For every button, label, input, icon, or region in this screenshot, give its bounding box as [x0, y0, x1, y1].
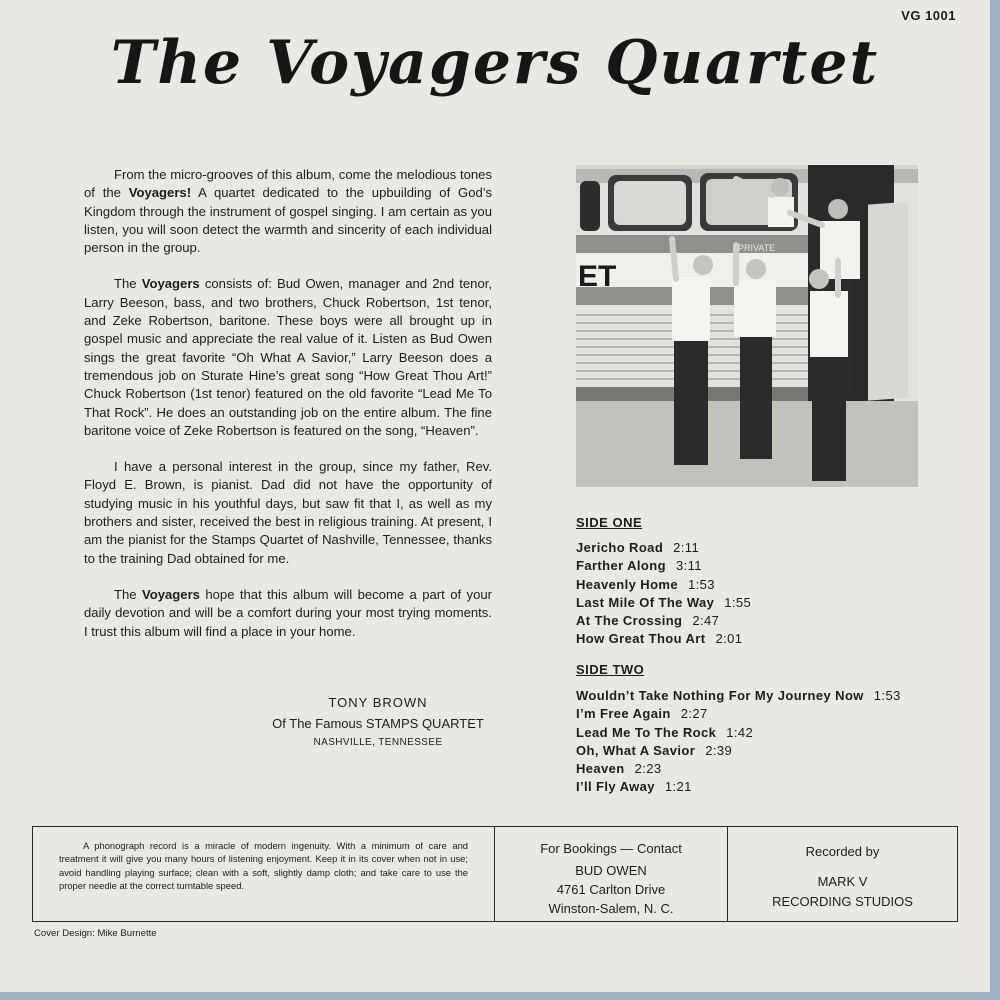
track-title: Farther Along — [576, 558, 666, 574]
track-duration: 1:21 — [664, 779, 692, 795]
bookings-name: BUD OWEN — [575, 863, 647, 878]
track-duration: 3:11 — [675, 558, 702, 574]
studio-line-1: MARK V — [817, 874, 868, 889]
track-duration: 1:53 — [873, 688, 901, 703]
side-two-heading: SIDE TWO — [576, 662, 645, 677]
track-title: At The Crossing — [576, 613, 683, 629]
side-one-track — [576, 630, 751, 648]
side-one-track — [576, 539, 751, 557]
track-duration: 2:23 — [634, 761, 662, 777]
bookings-city: Winston-Salem, N. C. — [548, 901, 674, 916]
side-two-track — [576, 760, 901, 778]
group-name-bold: Voyagers — [141, 586, 200, 602]
track-duration: 2:01 — [715, 631, 743, 647]
bookings-contact — [495, 827, 728, 921]
bookings-heading: For Bookings — Contact — [540, 841, 682, 856]
side-two-track — [576, 742, 901, 760]
care-notice-text: A phonograph record is a miracle of modern ingenuity. With a minimum of care and treatment it will give you many hours of listening enjoyment. Keep it in its cover when not in use; avoid handling playing surface; clean with a soft, slightly damp cloth; and take care to use the proper needle at the correct turntable speed. — [59, 840, 468, 891]
cover-design-credit: Cover Design: Mike Burnette — [34, 928, 157, 939]
side-two-track — [576, 705, 901, 723]
side-two-tracklist — [576, 687, 901, 797]
side-one-track — [576, 557, 751, 575]
side-two-track — [576, 687, 901, 705]
side-two-track — [576, 724, 901, 742]
track-title: Heavenly Home — [576, 576, 679, 592]
bus-sign-private: PRIVATE — [738, 243, 776, 253]
bookings-street: 4761 Carlton Drive — [556, 882, 666, 897]
track-title: Lead Me To The Rock — [576, 724, 717, 740]
liner-paragraph-3: I have a personal interest in the group, since my father, Rev. Floyd E. Brown, is pianist. Dad did not have the opportunity of studying music in his youthful days, but saw fit that I, as well as my brothers and sister, received the best in religious training. At present, I am the pianist for the Stamps Quartet of Nashville, Tennessee, thanks to the training Dad obtained for me. — [84, 459, 492, 566]
liner-paragraph-4: The Voyagers hope that this album will become a part of your daily devotion and will be a comfort during your most trying moments. I trust this album will find a place in your home. — [84, 586, 492, 639]
track-duration: 2:11 — [673, 540, 700, 555]
side-one-tracklist — [576, 539, 751, 649]
group-name-bold: Voyagers! — [128, 185, 192, 201]
track-duration: 1:53 — [688, 576, 715, 592]
record-care-notice — [33, 827, 495, 921]
side-two-track — [576, 778, 901, 796]
side-one-track — [576, 576, 751, 594]
track-title: I’m Free Again — [576, 706, 671, 722]
track-title: Jericho Road — [576, 540, 664, 555]
info-box — [32, 826, 958, 922]
track-duration: 1:42 — [726, 724, 754, 740]
track-duration: 2:27 — [680, 706, 708, 722]
liner-notes — [84, 166, 492, 659]
group-photo — [576, 165, 918, 487]
recording-studio — [728, 827, 957, 936]
signature-block — [248, 695, 508, 748]
signature-name: TONY BROWN — [328, 695, 428, 710]
track-duration: 1:55 — [724, 594, 752, 610]
album-title: The Voyagers Quartet — [110, 28, 880, 98]
side-one-track — [576, 612, 751, 630]
studio-line-2: RECORDING STUDIOS — [772, 894, 913, 909]
track-title: Last Mile Of The Way — [576, 594, 715, 610]
track-title: How Great Thou Art — [576, 631, 706, 647]
side-one-heading: SIDE ONE — [576, 515, 643, 530]
liner-paragraph-1: From the micro-grooves of this album, come the melodious tones of the Voyagers! A quartet dedicated to the upbuilding of God’s Kingdom through the instrument of gospel singing. I am certain as you listen, you will soon detect the warmth and sincerity of each individual person in the group. — [84, 167, 492, 256]
liner-paragraph-2: The Voyagers consists of: Bud Owen, manager and 2nd tenor, Larry Beeson, bass, and two brothers, Chuck Robertson, 1st tenor, and Zeke Robertson, baritone. These boys were all brought up in gospel music and appreciate the real value of it. Listen as Bud Owen sings the great favorite “Oh What A Savior,” Larry Beeson does a tremendous job on Sturate Hine’s great song “How Great Thou Art!” Chuck Robertson (1st tenor) featured on the old favorite “Lead Me To That Rock”. He does an outstanding job on the entire album. The fine baritone voice of Zeke Robertson is featured on the song, “Heaven”. — [84, 276, 493, 438]
signature-city: NASHVILLE, TENNESSEE — [313, 737, 443, 748]
recorded-heading: Recorded by — [805, 844, 880, 859]
track-title: Wouldn’t Take Nothing For My Journey Now — [576, 688, 864, 703]
group-name-bold: Voyagers — [141, 276, 200, 292]
track-duration: 2:39 — [705, 742, 733, 758]
track-title: I’ll Fly Away — [576, 779, 655, 795]
track-title: Heaven — [576, 761, 625, 777]
group-photo-illustration — [576, 165, 918, 487]
bus-sign-letters: ET — [578, 260, 617, 293]
track-duration: 2:47 — [692, 613, 720, 629]
catalog-number: VG 1001 — [901, 8, 956, 23]
signature-org: Of The Famous STAMPS QUARTET — [272, 716, 484, 731]
track-title: Oh, What A Savior — [576, 742, 696, 758]
side-one-track — [576, 594, 751, 612]
